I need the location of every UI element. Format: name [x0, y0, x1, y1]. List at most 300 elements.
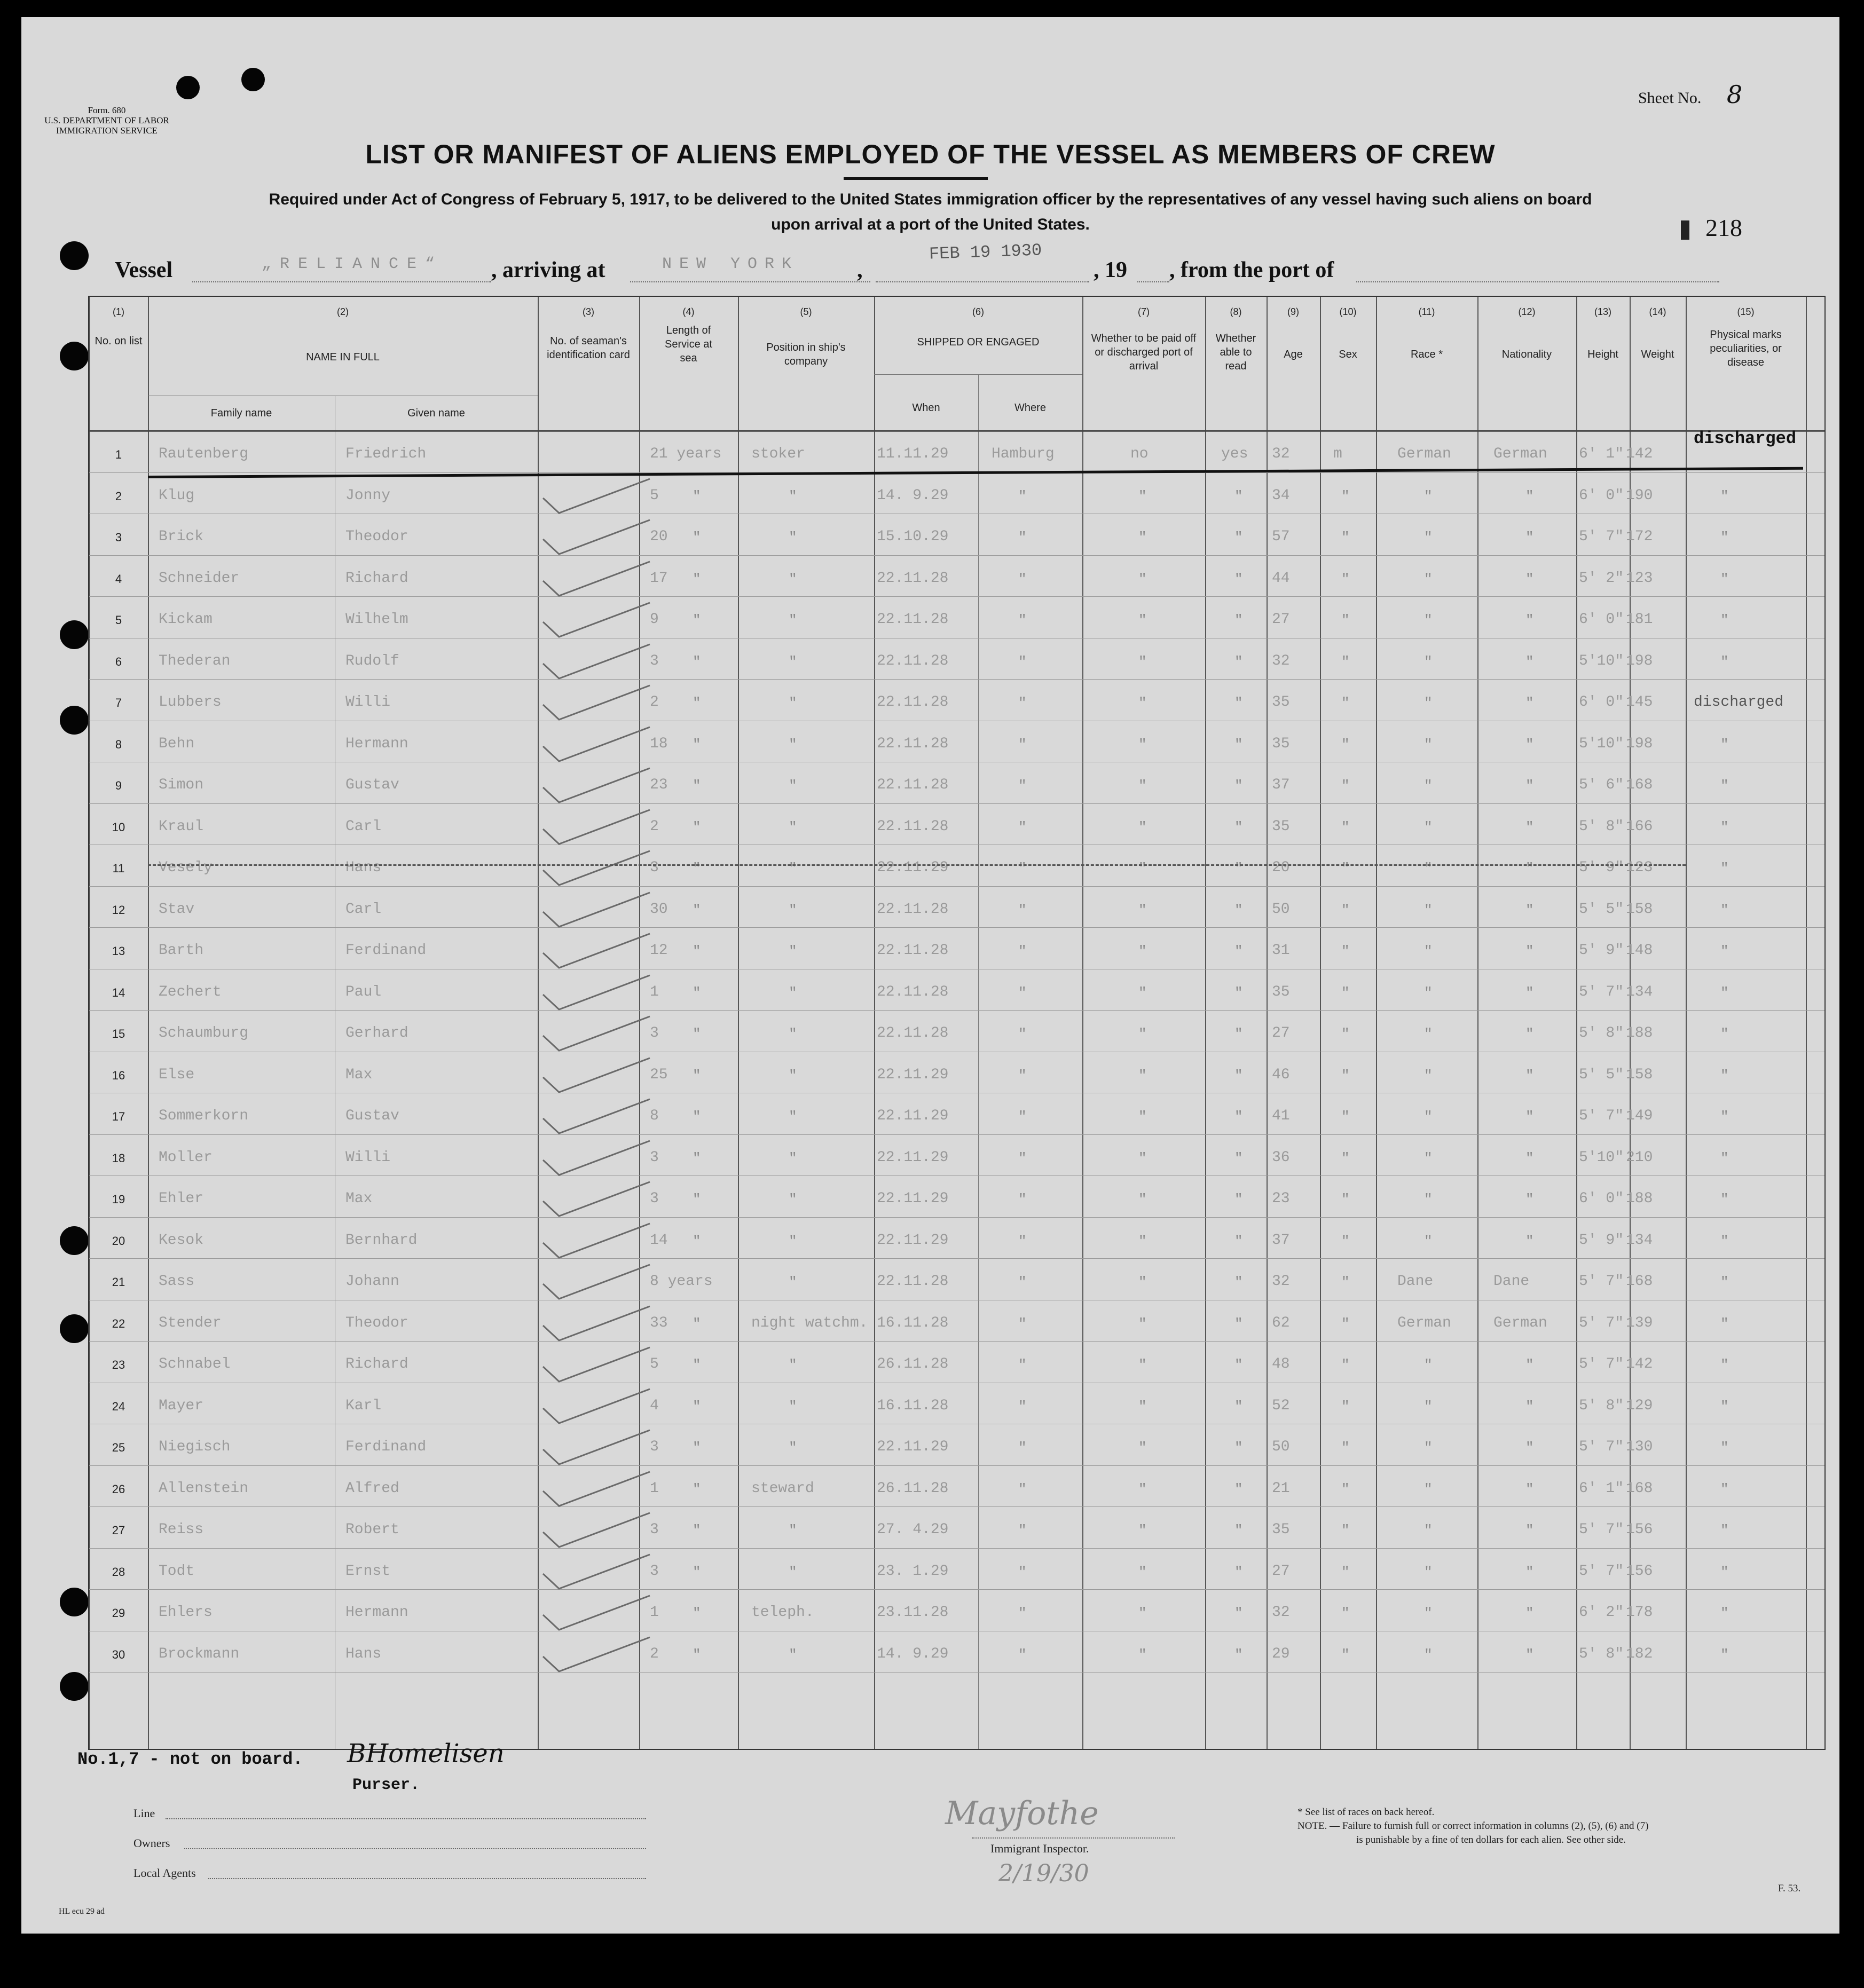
- cell-height: 5' 7": [1579, 1356, 1624, 1372]
- cell-service-unit-ditto: ": [693, 736, 701, 753]
- col-nationality: Nationality: [1501, 349, 1552, 360]
- cell-service-unit-ditto: ": [693, 1522, 701, 1539]
- col-length-of-service: Length of Service at sea: [665, 325, 712, 364]
- cell-age: 36: [1272, 1149, 1290, 1166]
- printer-code: HL ecu 29 ad: [59, 1907, 105, 1916]
- row-rule: [89, 555, 1824, 556]
- cell-where: ": [1018, 778, 1027, 794]
- cell-age: 20: [1272, 859, 1290, 876]
- cell-position: ": [789, 1109, 797, 1125]
- cell-weight: 166: [1626, 818, 1653, 835]
- cell-race: ": [1424, 488, 1433, 504]
- cell-service: 1: [650, 1480, 659, 1497]
- cell-position: ": [789, 861, 797, 877]
- cell-paid: ": [1138, 1398, 1147, 1415]
- cell-sex: ": [1341, 653, 1350, 670]
- cell-race: ": [1424, 1357, 1433, 1373]
- cell-paid: ": [1138, 1192, 1147, 1208]
- cell-when: 22.11.28: [877, 735, 949, 752]
- cell-service: 3: [650, 1439, 659, 1455]
- cell-weight: 130: [1626, 1439, 1653, 1455]
- cell-given: Willi: [345, 694, 391, 711]
- cell-position: ": [789, 488, 797, 504]
- cell-marks: ": [1720, 902, 1729, 918]
- cell-race: ": [1424, 1192, 1433, 1208]
- row-rule: [89, 1341, 1824, 1342]
- cell-service-unit-ditto: ": [693, 488, 701, 504]
- cell-sex: ": [1341, 612, 1350, 628]
- cell-family: Todt: [159, 1563, 195, 1580]
- cell-race: German: [1397, 1314, 1451, 1331]
- row-number: 3: [115, 531, 122, 544]
- cell-weight: 129: [1626, 1397, 1653, 1414]
- cell-marks: ": [1720, 488, 1729, 504]
- cell-height: 6' 2": [1579, 1604, 1624, 1621]
- cell-sex: ": [1341, 1398, 1350, 1415]
- cell-family: Niegisch: [159, 1439, 231, 1455]
- cell-given: Jonny: [345, 487, 391, 504]
- cell-nationality: ": [1525, 1440, 1534, 1456]
- cell-family: Zechert: [159, 983, 222, 1000]
- cell-race: ": [1424, 1605, 1433, 1621]
- cell-where: ": [1018, 1522, 1027, 1539]
- cell-height: 6' 0": [1579, 487, 1624, 504]
- row-number: 24: [112, 1399, 125, 1413]
- row-number: 10: [112, 820, 125, 834]
- cell-given: Rudolf: [345, 652, 399, 669]
- cell-race: ": [1424, 1440, 1433, 1456]
- col-no-on-list: No. on list: [95, 335, 143, 347]
- binder-hole: [60, 620, 89, 649]
- service-name: IMMIGRATION SERVICE: [56, 125, 158, 136]
- cell-given: Ferdinand: [345, 1439, 427, 1455]
- cell-where: ": [1018, 530, 1027, 546]
- cell-paid: ": [1138, 736, 1147, 753]
- cell-service: 25: [650, 1066, 668, 1083]
- cell-service-unit-ditto: ": [693, 1109, 701, 1125]
- cell-when: 22.11.29: [877, 1066, 949, 1083]
- cell-marks: ": [1720, 1274, 1729, 1290]
- row-number: 21: [112, 1275, 125, 1289]
- check-mark-icon: [540, 1015, 652, 1053]
- cell-age: 52: [1272, 1397, 1290, 1414]
- cell-service-unit-ditto: ": [693, 984, 701, 1001]
- cell-race: ": [1424, 819, 1433, 835]
- col6-number: (6): [972, 306, 984, 317]
- cell-where: ": [1018, 1274, 1027, 1290]
- cell-paid: ": [1138, 861, 1147, 877]
- cell-sex: ": [1341, 1481, 1350, 1497]
- cell-read: ": [1234, 488, 1243, 504]
- cell-weight: 188: [1626, 1190, 1653, 1207]
- cell-height: 6' 0": [1579, 1190, 1624, 1207]
- cell-family: Brockmann: [159, 1645, 240, 1662]
- form-number: Form. 680: [88, 105, 126, 115]
- cell-where: ": [1018, 984, 1027, 1001]
- row-rule: [89, 596, 1824, 597]
- row-rule: [89, 1465, 1824, 1466]
- cell-when: 16.11.28: [877, 1314, 949, 1331]
- cell-sex: ": [1341, 1233, 1350, 1249]
- col3-number: (3): [583, 306, 594, 317]
- row-number: 12: [112, 903, 125, 917]
- col12-number: (12): [1518, 306, 1536, 317]
- cell-read: ": [1234, 695, 1243, 711]
- col5-number: (5): [800, 306, 812, 317]
- cell-given: Friedrich: [345, 446, 427, 462]
- cell-where: ": [1018, 653, 1027, 670]
- cell-position: ": [789, 695, 797, 711]
- cell-position: ": [789, 1192, 797, 1208]
- check-mark-icon: [540, 561, 652, 598]
- check-mark-icon: [540, 684, 652, 722]
- cell-where: ": [1018, 1440, 1027, 1456]
- binder-hole: [60, 1672, 89, 1701]
- check-mark-icon: [540, 602, 652, 639]
- cell-where: ": [1018, 819, 1027, 835]
- cell-where: ": [1018, 1315, 1027, 1332]
- cell-nationality: ": [1525, 943, 1534, 959]
- binder-hole: [60, 342, 89, 370]
- cell-age: 34: [1272, 487, 1290, 504]
- cell-marks: ": [1720, 984, 1729, 1001]
- cell-when: 22.11.29: [877, 1232, 949, 1249]
- row-number: 15: [112, 1027, 125, 1040]
- cell-position: ": [789, 1564, 797, 1580]
- cell-age: 27: [1272, 1025, 1290, 1042]
- cell-service-unit-ditto: ": [693, 1605, 701, 1621]
- cell-service: 14: [650, 1232, 668, 1249]
- row-number: 25: [112, 1441, 125, 1454]
- cell-nationality: ": [1525, 1067, 1534, 1084]
- cell-weight: 198: [1626, 735, 1653, 752]
- cell-given: Carl: [345, 901, 382, 918]
- cell-weight: 168: [1626, 777, 1653, 793]
- cell-position: night watchm.: [751, 1314, 868, 1331]
- cell-race: ": [1424, 1522, 1433, 1539]
- col-id-card: No. of seaman's identification card: [547, 335, 630, 361]
- cell-read: ": [1234, 1274, 1243, 1290]
- row-number: 20: [112, 1234, 125, 1248]
- cell-sex: ": [1341, 819, 1350, 835]
- check-mark-icon: [540, 1181, 652, 1218]
- cell-when: 22.11.28: [877, 611, 949, 628]
- cell-service: 3: [650, 859, 659, 876]
- cell-paid: ": [1138, 1605, 1147, 1621]
- cell-age: 50: [1272, 901, 1290, 918]
- cell-given: Hans: [345, 859, 382, 876]
- cell-weight: 168: [1626, 1273, 1653, 1290]
- col7-number: (7): [1138, 306, 1150, 317]
- cell-where: ": [1018, 1192, 1027, 1208]
- cell-race: ": [1424, 1646, 1433, 1663]
- cell-age: 46: [1272, 1066, 1290, 1083]
- cell-read: ": [1234, 943, 1243, 959]
- cell-given: Hermann: [345, 735, 408, 752]
- cell-position: ": [789, 1233, 797, 1249]
- cell-service: 17: [650, 570, 668, 587]
- cell-age: 35: [1272, 735, 1290, 752]
- line-label: Line: [133, 1806, 155, 1820]
- row-number: 23: [112, 1358, 125, 1371]
- cell-when: 22.11.29: [877, 1190, 949, 1207]
- cell-when: 14. 9.29: [877, 1645, 949, 1662]
- cell-age: 37: [1272, 777, 1290, 793]
- cell-weight: 142: [1626, 446, 1653, 462]
- cell-race: ": [1424, 1481, 1433, 1497]
- cell-where: ": [1018, 1150, 1027, 1166]
- cell-given: Bernhard: [345, 1232, 418, 1249]
- cell-family: Schaumburg: [159, 1025, 249, 1042]
- cell-height: 6' 1": [1579, 1480, 1624, 1497]
- cell-family: Kesok: [159, 1232, 204, 1249]
- cell-when: 22.11.28: [877, 983, 949, 1000]
- cell-position: ": [789, 1440, 797, 1456]
- cell-read: ": [1234, 1481, 1243, 1497]
- cell-nationality: ": [1525, 1398, 1534, 1415]
- cell-nationality: ": [1525, 488, 1534, 504]
- cell-marks: ": [1720, 1233, 1729, 1249]
- cell-family: Thederan: [159, 652, 231, 669]
- cell-family: Ehlers: [159, 1604, 213, 1621]
- cell-read: ": [1234, 1150, 1243, 1166]
- row-number: 27: [112, 1524, 125, 1537]
- cell-service-unit-ditto: ": [693, 571, 701, 587]
- cell-service-unit-ditto: ": [693, 653, 701, 670]
- col15-number: (15): [1737, 306, 1755, 317]
- cell-height: 5' 7": [1579, 1108, 1624, 1124]
- cell-nationality: ": [1525, 1564, 1534, 1580]
- check-mark-icon: [540, 1553, 652, 1591]
- note-line-2: is punishable by a fine of ten dollars for each alien. See other side.: [1356, 1834, 1626, 1845]
- row-rule: [89, 1134, 1824, 1135]
- title-underline: [844, 177, 988, 180]
- cell-given: Hans: [345, 1645, 382, 1662]
- cell-position: ": [789, 1522, 797, 1539]
- cell-service-unit-ditto: ": [693, 1646, 701, 1663]
- row-number: 19: [112, 1193, 125, 1206]
- cell-sex: ": [1341, 1605, 1350, 1621]
- cell-marks: ": [1720, 1564, 1729, 1580]
- cell-paid: ": [1138, 984, 1147, 1001]
- cell-where: ": [1018, 1026, 1027, 1042]
- cell-weight: 182: [1626, 1645, 1653, 1662]
- cell-family: Reiss: [159, 1521, 204, 1538]
- cell-height: 5'10": [1579, 652, 1624, 669]
- binder-hole: [60, 241, 89, 270]
- cell-weight: 188: [1626, 1025, 1653, 1042]
- cell-when: 14. 9.29: [877, 487, 949, 504]
- cell-sex: ": [1341, 1150, 1350, 1166]
- check-mark-icon: [540, 1429, 652, 1466]
- cell-race: ": [1424, 695, 1433, 711]
- cell-position: ": [789, 571, 797, 587]
- cell-age: 27: [1272, 1563, 1290, 1580]
- cell-age: 41: [1272, 1108, 1290, 1124]
- cell-weight: 134: [1626, 983, 1653, 1000]
- col4-number: (4): [682, 306, 695, 317]
- cell-paid: ": [1138, 1233, 1147, 1249]
- cell-given: Richard: [345, 570, 408, 587]
- cell-sex: ": [1341, 736, 1350, 753]
- cell-paid: ": [1138, 612, 1147, 628]
- cell-nationality: ": [1525, 1192, 1534, 1208]
- cell-given: Richard: [345, 1356, 408, 1372]
- check-mark-icon: [540, 726, 652, 763]
- cell-marks: discharged: [1694, 429, 1797, 448]
- cell-where: ": [1018, 488, 1027, 504]
- cell-position: ": [789, 530, 797, 546]
- cell-paid: ": [1138, 488, 1147, 504]
- cell-family: Schneider: [159, 570, 240, 587]
- cell-read: ": [1234, 530, 1243, 546]
- row-number: 9: [115, 779, 122, 792]
- cell-service: 8 years: [650, 1273, 713, 1290]
- cell-weight: 210: [1626, 1149, 1653, 1166]
- cell-given: Karl: [345, 1397, 382, 1414]
- row-number: 14: [112, 985, 125, 999]
- cell-read: ": [1234, 1357, 1243, 1373]
- cell-height: 5' 9": [1579, 859, 1624, 876]
- col-age: Age: [1284, 349, 1303, 360]
- cell-when: 22.11.28: [877, 901, 949, 918]
- row-number: 18: [112, 1151, 125, 1165]
- cell-height: 5' 9": [1579, 942, 1624, 959]
- cell-family: Simon: [159, 777, 204, 793]
- inspector-date: 2/19/30: [998, 1860, 1089, 1887]
- cell-height: 5'10": [1579, 1149, 1624, 1166]
- cell-when: 22.11.29: [877, 1439, 949, 1455]
- cell-sex: ": [1341, 1564, 1350, 1580]
- binder-hole: [176, 76, 200, 99]
- cell-nationality: ": [1525, 1109, 1534, 1125]
- cell-race: Dane: [1397, 1273, 1434, 1290]
- cell-service-unit-ditto: ": [693, 819, 701, 835]
- cell-nationality: ": [1525, 1522, 1534, 1539]
- cell-service: 3: [650, 1563, 659, 1580]
- cell-where: ": [1018, 1109, 1027, 1125]
- check-mark-icon: [540, 809, 652, 846]
- cell-family: Brick: [159, 528, 204, 545]
- cell-race: ": [1424, 1109, 1433, 1125]
- cell-given: Gustav: [345, 1108, 399, 1124]
- inspector-signature: Mayfothe: [945, 1795, 1099, 1832]
- cell-given: Theodor: [345, 1314, 408, 1331]
- col-name-in-full: NAME IN FULL: [306, 351, 380, 363]
- cell-age: 23: [1272, 1190, 1290, 1207]
- cell-height: 5' 8": [1579, 1397, 1624, 1414]
- cell-sex: ": [1341, 778, 1350, 794]
- cell-service: 5: [650, 1356, 659, 1372]
- cell-height: 6' 0": [1579, 611, 1624, 628]
- cell-service: 5: [650, 487, 659, 504]
- cell-where: ": [1018, 571, 1027, 587]
- subtitle-line-1: Required under Act of Congress of February 5, 1917, to be delivered to the United States immigration officer by the representatives of any vessel having such aliens on board: [269, 191, 1592, 208]
- cell-service-unit-ditto: ": [693, 1067, 701, 1084]
- cell-when: 22.11.28: [877, 942, 949, 959]
- cell-service: 2: [650, 818, 659, 835]
- cell-nationality: ": [1525, 612, 1534, 628]
- vessel-label: Vessel: [115, 258, 173, 282]
- cell-age: 32: [1272, 1604, 1290, 1621]
- row-number: 22: [112, 1316, 125, 1330]
- row-number: 16: [112, 1068, 125, 1082]
- cell-read: ": [1234, 1109, 1243, 1125]
- col9-number: (9): [1287, 306, 1299, 317]
- cell-given: Gustav: [345, 777, 399, 793]
- cell-nationality: ": [1525, 819, 1534, 835]
- cell-sex: ": [1341, 1026, 1350, 1042]
- cell-read: ": [1234, 653, 1243, 670]
- row-number: 2: [115, 489, 122, 503]
- cell-marks: ": [1720, 1481, 1729, 1497]
- row-rule: [89, 1258, 1824, 1259]
- cell-nationality: ": [1525, 984, 1534, 1001]
- cell-race: ": [1424, 1564, 1433, 1580]
- col14-number: (14): [1649, 306, 1666, 317]
- cell-given: Willi: [345, 1149, 391, 1166]
- cell-family: Kickam: [159, 611, 213, 628]
- check-mark-icon: [540, 767, 652, 804]
- cell-paid: ": [1138, 1564, 1147, 1580]
- cell-weight: 123: [1626, 859, 1653, 876]
- cell-service-unit-ditto: ": [693, 1150, 701, 1166]
- cell-marks: ": [1720, 571, 1729, 587]
- cell-where: ": [1018, 736, 1027, 753]
- owners-label: Owners: [133, 1836, 170, 1850]
- cell-when: 15.10.29: [877, 528, 949, 545]
- cell-sex: ": [1341, 1522, 1350, 1539]
- cell-position: ": [789, 902, 797, 918]
- check-mark-icon: [540, 974, 652, 1012]
- row-number: 7: [115, 696, 122, 709]
- cell-read: ": [1234, 1398, 1243, 1415]
- cell-sex: ": [1341, 1067, 1350, 1084]
- cell-paid: ": [1138, 943, 1147, 959]
- cell-age: 21: [1272, 1480, 1290, 1497]
- row-number: 26: [112, 1482, 125, 1496]
- subtitle-line-2: upon arrival at a port of the United States.: [771, 216, 1090, 233]
- cell-sex: ": [1341, 1440, 1350, 1456]
- cell-family: Else: [159, 1066, 195, 1083]
- cell-when: 16.11.28: [877, 1397, 949, 1414]
- manifest-sheet: Form. 680 U.S. DEPARTMENT OF LABOR IMMIGRATION SERVICE Sheet No. 8 LIST OR MANIFEST OF ALIENS EMPLOYED OF THE VESSEL AS MEMBERS OF CREW Required under Act of Congress of February 5, 1917, to be delivered to the United States immigration officer by the representatives of any vessel having such aliens on board upon arrival at a port of the United States. 218 Vessel „RELIANCE“ , arriving at NEW YORK , FEB 19 1930 , 19 , from the port of (1) (2) (3) (4) (5) (6) (7) (8) (9) (10) (11) (12) (13) (14) (15) No. on list NAME IN FULL Family name Given name No. of seaman's identification card Length of Service at sea Position in ship's company SHIPPED OR ENGAGED When Where Whether to be paid off or discharged port of arrival Whether able to read Age Sex Race * Nationality Height Weight Physical marks peculiarities, or disease 1 Rautenberg Friedrich 21 years stoker 11.11.29 Hamburg no yes 32 m German German 6' 1" 142 discharged 2 Klug Jonny 5 " 14. 9.29 " " " 34 " " " 6' 0" 190 " " 3 Brick Theodor 20 " 15.10.29 " " " 57 " " " 5' 7" 172 " " 4 Schneider Richard 17 " 22.11.28 " " " 44 " " " 5' 2" 123 " " 5 Kickam Wilhelm 9 " 22.11.28 " " " 27 " " " 6' 0" 181 " " 6 Thederan Rudolf 3 " 22.11.28 " " " 32 " " " 5'10" 198 " " 7 Lubbers Willi 2 " 22.11.28 " " " 35 " " " 6' 0" 145 discharged " 8 Behn Hermann 18 " 22.11.28 " " " 35 " " " 5'10" 198 " " 9 Simon Gustav 23 " 22.11.28 " " " 37 " " " 5' 6" 168 " " 10 Kraul Carl 2 " 22.11.28 " " " 35 " " " 5' 8" 166 " " 11 Vesely Hans 3 " 22.11.29 " " " 20 " " " 5' 9" 123 " " 12 Stav Carl 30 " 22.11.28 " " " 50 " " " 5' 5" 158 " " 13 Barth Ferdinand 12 " 22.11.28 " " " 31 " " " 5' 9" 148 " " 14 Zechert Paul 1 " 22.11.28 " " " 35 " " " 5' 7" 134 " " 15 Schaumburg Gerhard 3 " 22.11.28 " " " 27 " " " 5' 8" 188 " " 16 Else Max 25 " 22.11.29 " " " 46 " " " 5' 5" 158 " " 17 Sommerkorn Gustav 8 " 22.11.29 " " " 41 " " " 5' 7" 149 " " 18 Moller Willi 3 " 22.11.29 " " " 36 " " " 5'10" 210 " " 19 Ehler Max 3 " 22.11.29 " " " 23 " " " 6' 0" 188 " " 20 Kesok Bernhard 14 " 22.11.29 " " " 37 " " " 5' 9" 134 " " 21 Sass Johann 8 years " 22.11.28 " " " 32 " Dane Dane 5' 7" 168 " 22 Stender Theodor 33 night watchm. 16.11.28 " " " 62 " German German 5' 7" 139 " " 23 Schnabel Richard 5 " 26.11.28 " " " 48 " " " 5' 7" 142 " " 24 Mayer Karl 4 " 16.11.28 " " " 52 " " " 5' 8" 129 " " 25 Niegisch Ferdinand 3 " 22.11.29 " " " 50 " " " 5' 7" 130 " " 26 Allenstein Alfred 1 steward 26.11.28 " " " 21 " " " 6' 1" 168 " " 27 Reiss Robert 3 " 27. 4.29 " " " 35 " " " 5' 7" 156 " " 28 Todt Ernst 3 " 23. 1.29 " " " 27 " " " 5' 7" 156 " " 29 Ehlers Hermann 1 teleph. 23.11.28 " " " 32 " " " 6' 2" 178 " " 30 Brockmann Hans 2 " 14. 9.29 " " " 29 " " " 5' 8" 182 " " No.1,7 - not on board. BHomelisen Purser. Line Owners Local Agents Mayfothe Immigrant Inspector. 2/19/30 * See list of races on back hereof. NOTE. — Failure to furnish full or correct information in columns (2), (5), (6) and (7) is punishable by a fine of ten dollars for each alien. See other side. HL ecu 29 ad F. 53.: [21, 17, 1839, 1934]
- cell-service: 20: [650, 528, 668, 545]
- cell-sex: ": [1341, 1109, 1350, 1125]
- cell-where: ": [1018, 943, 1027, 959]
- cell-weight: 142: [1626, 1356, 1653, 1372]
- cell-nationality: ": [1525, 1357, 1534, 1373]
- row-rule: [89, 1506, 1824, 1507]
- cell-paid: ": [1138, 902, 1147, 918]
- cell-given: Carl: [345, 818, 382, 835]
- cell-family: Sommerkorn: [159, 1108, 249, 1124]
- arrival-port: NEW YORK: [662, 255, 799, 273]
- cell-race: ": [1424, 943, 1433, 959]
- cell-height: 5' 7": [1579, 528, 1624, 545]
- cell-service-unit-ditto: ": [693, 1315, 701, 1332]
- binder-hole: [60, 706, 89, 735]
- binder-hole: [60, 1588, 89, 1616]
- cell-paid: no: [1130, 446, 1149, 462]
- cell-weight: 168: [1626, 1480, 1653, 1497]
- cell-height: 5' 6": [1579, 777, 1624, 793]
- purser-label: Purser.: [352, 1776, 420, 1794]
- cell-race: ": [1424, 571, 1433, 587]
- cell-marks: ": [1720, 1026, 1729, 1042]
- cell-family: Schnabel: [159, 1356, 231, 1372]
- check-mark-icon: [540, 1140, 652, 1177]
